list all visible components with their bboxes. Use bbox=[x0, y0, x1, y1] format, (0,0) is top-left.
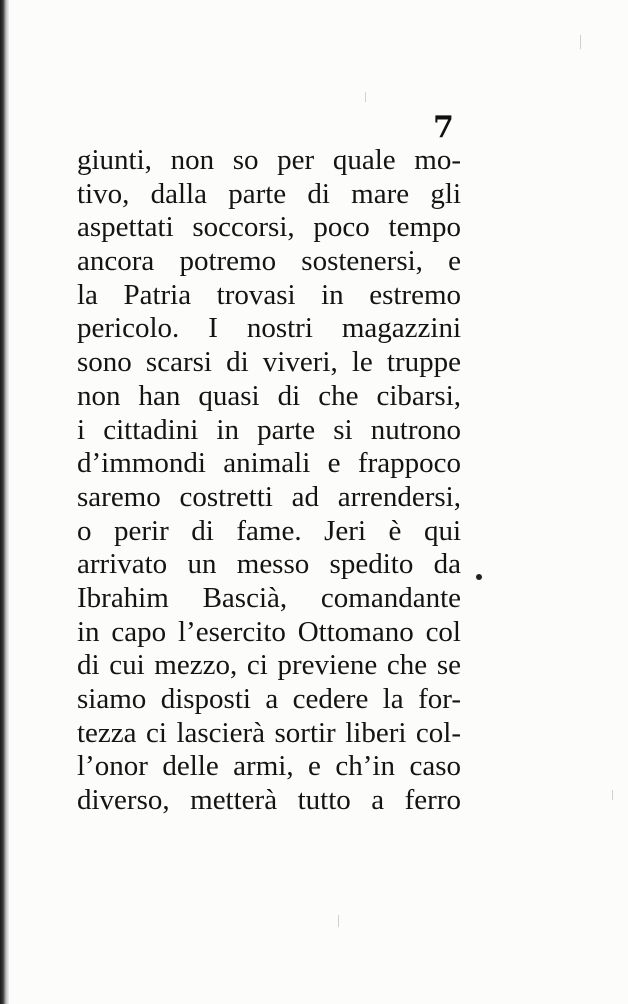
text-line: arrivato un messo spedito da bbox=[77, 548, 461, 581]
text-line: tivo, dalla parte di mare gli bbox=[77, 177, 461, 210]
text-line: d’immondi animali e frappoco bbox=[77, 447, 461, 480]
text-line: in capo l’esercito Ottomano col bbox=[77, 615, 461, 648]
paper-mark bbox=[612, 790, 613, 800]
text-line: siamo disposti a cedere la for- bbox=[77, 683, 461, 715]
text-line: la Patria trovasi in estremo bbox=[77, 278, 461, 311]
paper-mark bbox=[580, 35, 581, 49]
text-line: o perir di fame. Jeri è qui bbox=[77, 514, 461, 547]
text-line: diverso, metterà tutto a ferro bbox=[77, 784, 461, 817]
ink-speck bbox=[476, 574, 482, 580]
text-line: ancora potremo sostenersi, e bbox=[77, 245, 461, 278]
text-line: i cittadini in parte si nutrono bbox=[77, 413, 461, 446]
body-text bbox=[77, 144, 461, 818]
text-line: tezza ci lascierà sortir liberi col- bbox=[77, 716, 461, 749]
paper-mark bbox=[365, 92, 366, 102]
text-line: non han quasi di che cibarsi, bbox=[77, 379, 461, 412]
text-line: l’onor delle armi, e ch’in caso bbox=[77, 750, 461, 783]
text-line: giunti, non so per quale mo- bbox=[77, 144, 461, 176]
text-line: aspettati soccorsi, poco tempo bbox=[77, 211, 461, 244]
page-edge-shadow bbox=[0, 0, 9, 1004]
text-line: Ibrahim Bascià, comandante bbox=[77, 581, 461, 614]
paper-mark bbox=[338, 915, 339, 927]
page-number: 7 bbox=[433, 110, 454, 145]
text-line: sono scarsi di viveri, le truppe bbox=[77, 346, 461, 379]
text-line: saremo costretti ad arrendersi, bbox=[77, 480, 461, 513]
text-line: di cui mezzo, ci previene che se bbox=[77, 649, 461, 682]
text-line: pericolo. I nostri magazzini bbox=[77, 312, 461, 345]
